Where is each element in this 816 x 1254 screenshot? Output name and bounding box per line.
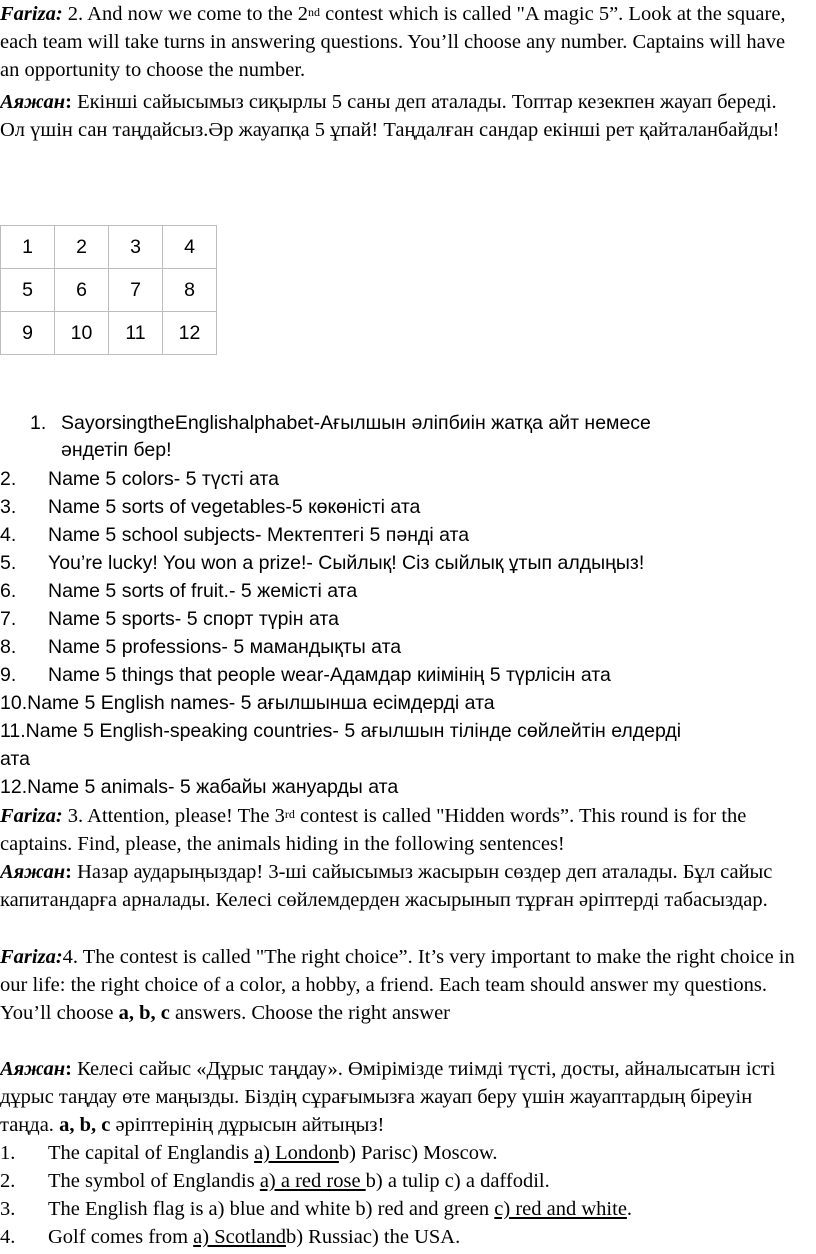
choice-text: The symbol of Englandis [48, 1170, 260, 1192]
contest3-superscript: rd [284, 807, 295, 821]
intro-superscript: nd [308, 5, 321, 19]
list-number: 10. [0, 692, 28, 714]
speaker-colon: : [65, 1058, 72, 1080]
question-kz: 5 көкөністі ата [291, 496, 421, 518]
intro-ayazhan-text: Екінші сайысымыз сиқырлы 5 саны деп аталады. Топтар кезекпен жауап береді. Ол үшін сан таңдайсыз.Әр жауапқа 5 ұпай! Таңдалған сандар екінші рет қайталанбайды! [0, 91, 780, 141]
contest3-ayazhan-text: Назар аударыңыздар! 3-ші сайысымыз жасырын сөздер деп аталады. Бұл сайыс капитандарға арналады. Келесі сөйлемдерден жасырынып тұрған әріптерді табасыздар. [0, 861, 773, 911]
choice-text: The capital of Englandis [48, 1142, 255, 1164]
contest4-text-a: 4. The contest is called "The right choice”. It’s very important to make the right choice in our life: the right choice of a color, a hobby, a friend. Each team should answer my questions. You’ll choose [0, 946, 795, 1024]
grid-cell: 7 [109, 269, 163, 312]
question-kz: Сыйлық! Сіз сыйлық ұтып алдыңыз! [318, 552, 645, 574]
list-number: 3. [0, 496, 17, 518]
speaker-colon: : [65, 91, 72, 113]
contest4-text-b: answers. Choose the right answer [169, 1002, 451, 1024]
question-list-item [0, 773, 816, 801]
grid-cell: 6 [55, 269, 109, 312]
list-number: 5. [0, 552, 17, 574]
grid-row [1, 226, 217, 269]
question-list-item [0, 521, 816, 549]
choice-text: The English flag is a) blue and white b) red and green [48, 1198, 495, 1220]
list-number: 7. [0, 608, 17, 630]
grid-cell: 1 [1, 226, 55, 269]
speaker-ayazhan: Аяжан [0, 1058, 66, 1080]
speaker-colon: : [65, 861, 72, 883]
speaker-ayazhan: Аяжан [0, 91, 66, 113]
grid-cell: 10 [55, 312, 109, 355]
choice-rest: b) a tulip c) a daffodil. [365, 1170, 550, 1192]
correct-answer: c) red and white [494, 1198, 627, 1220]
question-kz-continued: әндетіп бер! [61, 439, 172, 461]
question-en: Name 5 sorts of fruit.- [48, 580, 241, 602]
contest3-ayazhan-paragraph [0, 858, 806, 914]
choice-rest: . [626, 1198, 633, 1220]
grid-cell: 9 [1, 312, 55, 355]
question-list-item [0, 465, 816, 493]
question-list-item [0, 689, 816, 717]
question-en: Name 5 professions- [48, 636, 234, 658]
question-en: Name 5 animals- [27, 776, 180, 798]
question-list-item [30, 410, 810, 464]
question-kz: Ағылшын әліпбиін жатқа айт немесе [320, 412, 651, 434]
contest4-ayazhan-paragraph [0, 1055, 806, 1139]
question-en: SayorsingtheEnglishalphabet- [61, 412, 321, 434]
grid-cell: 2 [55, 226, 109, 269]
choice-question [0, 1167, 816, 1195]
question-en: You’re lucky! You won a prize!- [48, 552, 319, 574]
list-number: 4. [0, 1226, 16, 1248]
choice-question [0, 1223, 816, 1251]
question-list-item [0, 661, 816, 689]
question-kz: 5 жемісті ата [240, 580, 358, 602]
contest3-text-a: 3. Attention, please! The 3 [62, 805, 285, 827]
list-number: 2. [0, 468, 17, 490]
contest3-text-b: contest is called "Hidden words”. This round is for the captains. Find, please, the animals hiding in the following sentences! [0, 805, 747, 855]
list-number: 3. [0, 1198, 16, 1220]
choice-rest: b) Russiac) the USA. [285, 1226, 461, 1248]
list-number: 1. [0, 1142, 16, 1164]
grid-cell: 12 [163, 312, 217, 355]
speaker-fariza: Fariza: [0, 805, 63, 827]
question-kz: 5 ағылшын тілінде сөйлейтін елдерді [344, 720, 682, 742]
contest4-fariza-paragraph [0, 943, 806, 1027]
question-kz: Адамдар киімінің 5 түрлісін ата [329, 664, 611, 686]
contest4-ayazhan-text-b: әріптерінің дұрысын айтыңыз! [110, 1114, 385, 1136]
contest3-fariza-paragraph [0, 802, 806, 858]
speaker-fariza: Fariza: [0, 946, 63, 968]
question-list-item [0, 633, 816, 661]
speaker-ayazhan: Аяжан [0, 861, 66, 883]
correct-answer: a) London [254, 1142, 339, 1164]
magic-number-grid [0, 225, 217, 355]
question-en: Name 5 English-speaking countries- [25, 720, 345, 742]
grid-cell: 5 [1, 269, 55, 312]
grid-row [1, 269, 217, 312]
question-en: Name 5 things that people wear- [48, 664, 330, 686]
choice-text: Golf comes from [48, 1226, 194, 1248]
grid-cell: 4 [163, 226, 217, 269]
list-number: 11. [0, 720, 26, 742]
question-list-item [0, 577, 816, 605]
question-en: Name 5 school subjects- [48, 524, 267, 546]
question-kz: 5 түсті ата [185, 468, 279, 490]
list-number: 1. [30, 412, 47, 434]
list-number: 6. [0, 580, 17, 602]
list-number: 9. [0, 664, 17, 686]
question-list-item [0, 605, 816, 633]
grid-row [1, 312, 217, 355]
question-list-item [0, 493, 816, 521]
list-number: 4. [0, 524, 17, 546]
list-number: 8. [0, 636, 17, 658]
question-list-item [0, 717, 816, 773]
correct-answer: a) a red rose [259, 1170, 366, 1192]
intro-fariza-text-a: 2. And now we come to the 2 [62, 3, 309, 25]
correct-answer: a) Scotland [193, 1226, 286, 1248]
question-kz: Мектептегі 5 пәнді ата [266, 524, 470, 546]
intro-fariza-paragraph [0, 0, 806, 84]
intro-ayazhan-paragraph [0, 88, 806, 144]
question-en: Name 5 colors- [48, 468, 186, 490]
intro-fariza-text-b: contest which is called "A magic 5”. Look at the square, each team will take turns in answering questions. You’ll choose any number. Captains will have an opportunity to choose the number. [0, 3, 786, 81]
contest4-abc: a, b, c [118, 1002, 170, 1024]
question-kz: 5 ағылшынша есімдерді ата [240, 692, 495, 714]
question-kz: 5 жабайы жануарды ата [179, 776, 399, 798]
contest4-ayazhan-abc: a, b, c [59, 1114, 111, 1136]
question-list-item [0, 549, 816, 577]
grid-cell: 8 [163, 269, 217, 312]
list-number: 2. [0, 1170, 16, 1192]
choice-question [0, 1139, 816, 1167]
question-kz: 5 мамандықты ата [233, 636, 402, 658]
question-en: Name 5 English names- [27, 692, 241, 714]
list-number: 12. [0, 776, 28, 798]
choice-question [0, 1195, 816, 1223]
question-en: Name 5 sports- [48, 608, 187, 630]
speaker-fariza: Fariza: [0, 3, 63, 25]
grid-cell: 11 [109, 312, 163, 355]
question-en: Name 5 sorts of vegetables- [48, 496, 292, 518]
question-kz: 5 спорт түрін ата [186, 608, 339, 630]
choice-rest: b) Parisc) Moscow. [338, 1142, 498, 1164]
question-kz-continued: ата [0, 748, 30, 770]
grid-cell: 3 [109, 226, 163, 269]
contest4-ayazhan-text-a: Келесі сайыс «Дұрыс таңдау». Өмірімізде тиімді түсті, досты, айналысатын істі дұрыс таңдау өте маңызды. Біздің сұрағымызға жауап беру үшін жауаптардың біреуін таңда. [0, 1058, 776, 1136]
